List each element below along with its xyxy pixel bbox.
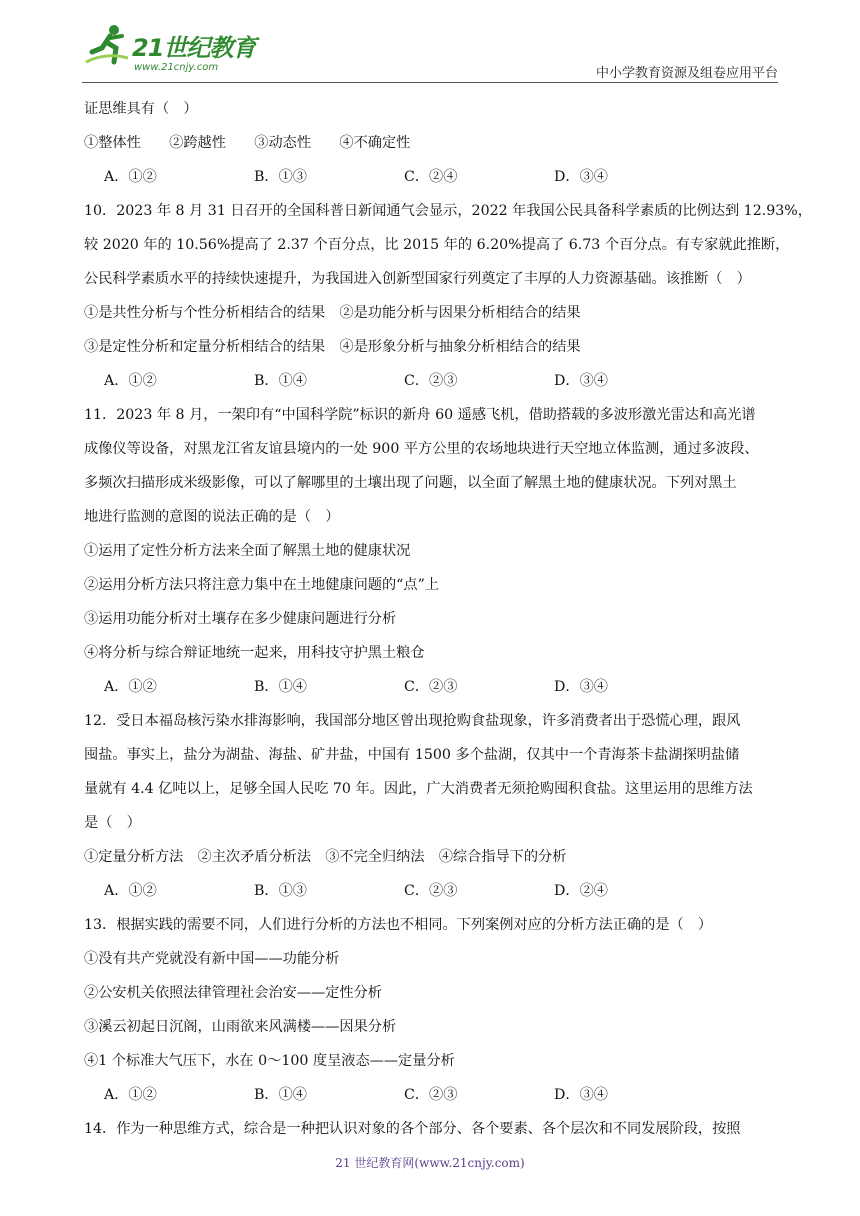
text-line: ①运用了定性分析方法来全面了解黑土地的健康状况 [84,543,411,559]
answer-option: C．②③ [404,883,458,899]
header-platform-text: 中小学教育资源及组卷应用平台 [595,66,778,81]
text-line: 是（ ） [84,815,141,831]
answer-option: B．①④ [254,1087,307,1103]
text-line: ③运用功能分析对土壤存在多少健康问题进行分析 [84,611,397,627]
answer-option: C．②④ [404,169,458,185]
text-line: 公民科学素质水平的持续快速提升，为我国进入创新型国家行列奠定了丰厚的人力资源基础。该推断（ ） [84,271,751,287]
text-line: 13．根据实践的需要不同，人们进行分析的方法也不相同。下列案例对应的分析方法正确的是（ ） [84,917,713,933]
answer-options [84,874,780,908]
document-body [84,92,812,1146]
answer-option: A．①② [104,883,157,899]
text-line: 10．2023 年 8 月 31 日召开的全国科普日新闻通气会显示，2022 年我国公民具备科学素质的比例达到 12.93%， [84,203,812,219]
text-line: ②公安机关依照法律管理社会治安——定性分析 [84,985,382,1001]
text-line: 较 2020 年的 10.56%提高了 2.37 个百分点，比 2015 年的 6.20%提高了 6.73 个百分点。有专家就此推断， [84,237,790,253]
answer-option: D．③④ [554,169,608,185]
text-line: 多频次扫描形成米级影像，可以了解哪里的土壤出现了问题，以全面了解黑土地的健康状况。下列对黑土 [84,475,737,491]
answer-options [84,364,780,398]
answer-option: A．①② [104,169,157,185]
site-logo[interactable] [84,22,284,82]
text-line: ①整体性 ②跨越性 ③动态性 ④不确定性 [84,135,411,151]
text-line: ①没有共产党就没有新中国——功能分析 [84,951,340,967]
text-line: 地进行监测的意图的说法正确的是（ ） [84,509,340,525]
text-line: ③是定性分析和定量分析相结合的结果 ④是形象分析与抽象分析相结合的结果 [84,339,581,355]
answer-option: D．②④ [554,883,608,899]
text-line: ④1 个标准大气压下，水在 0～100 度呈液态——定量分析 [84,1053,455,1069]
answer-option: C．②③ [404,1087,458,1103]
text-line: 11．2023 年 8 月，一架印有“中国科学院”标识的新舟 60 遥感飞机，借助搭载的多波形激光雷达和高光谱 [84,407,756,423]
answer-option: A．①② [104,1087,157,1103]
answer-option: A．①② [104,373,157,389]
answer-options [84,1078,780,1112]
text-line: 囤盐。事实上，盐分为湖盐、海盐、矿井盐，中国有 1500 多个盐湖，仅其中一个青海茶卡盐湖探明盐储 [84,747,740,763]
text-line: 14．作为一种思维方式，综合是一种把认识对象的各个部分、各个要素、各个层次和不同发展阶段，按照 [84,1121,741,1137]
answer-option: A．①② [104,679,157,695]
text-line: 成像仪等设备，对黑龙江省友谊县境内的一处 900 平方公里的农场地块进行天空地立体监测，通过多波段、 [84,441,759,457]
text-line: 证思维具有（ ） [84,101,198,117]
text-line: ④将分析与综合辩证地统一起来，用科技守护黑土粮仓 [84,645,425,661]
logo-title: 21世纪教育 [132,34,256,62]
text-line: 12．受日本福岛核污染水排海影响，我国部分地区曾出现抢购食盐现象，许多消费者出于恐慌心理，跟风 [84,713,741,729]
header-divider [82,82,778,83]
logo-url: www.21cnjy.com [134,62,219,73]
text-line: ②运用分析方法只将注意力集中在土地健康问题的“点”上 [84,577,440,593]
answer-options [84,670,780,704]
answer-option: B．①③ [254,883,307,899]
page-header [0,0,860,90]
answer-option: B．①③ [254,169,307,185]
answer-option: D．③④ [554,1087,608,1103]
answer-options [84,160,780,194]
text-line: ①定量分析方法 ②主次矛盾分析法 ③不完全归纳法 ④综合指导下的分析 [84,849,567,865]
answer-option: D．③④ [554,679,608,695]
answer-option: B．①④ [254,373,307,389]
answer-option: D．③④ [554,373,608,389]
text-line: 量就有 4.4 亿吨以上，足够全国人民吃 70 年。因此，广大消费者无须抢购囤积食盐。这里运用的思维方法 [84,781,753,797]
answer-option: C．②③ [404,679,458,695]
runner-logo-icon [84,22,130,68]
answer-option: B．①④ [254,679,307,695]
text-line: ①是共性分析与个性分析相结合的结果 ②是功能分析与因果分析相结合的结果 [84,305,581,321]
text-line: ③溪云初起日沉阁，山雨欲来风满楼——因果分析 [84,1019,397,1035]
answer-option: C．②③ [404,373,458,389]
footer-link[interactable]: 21 世纪教育网(www.21cnjy.com) [335,1156,525,1170]
